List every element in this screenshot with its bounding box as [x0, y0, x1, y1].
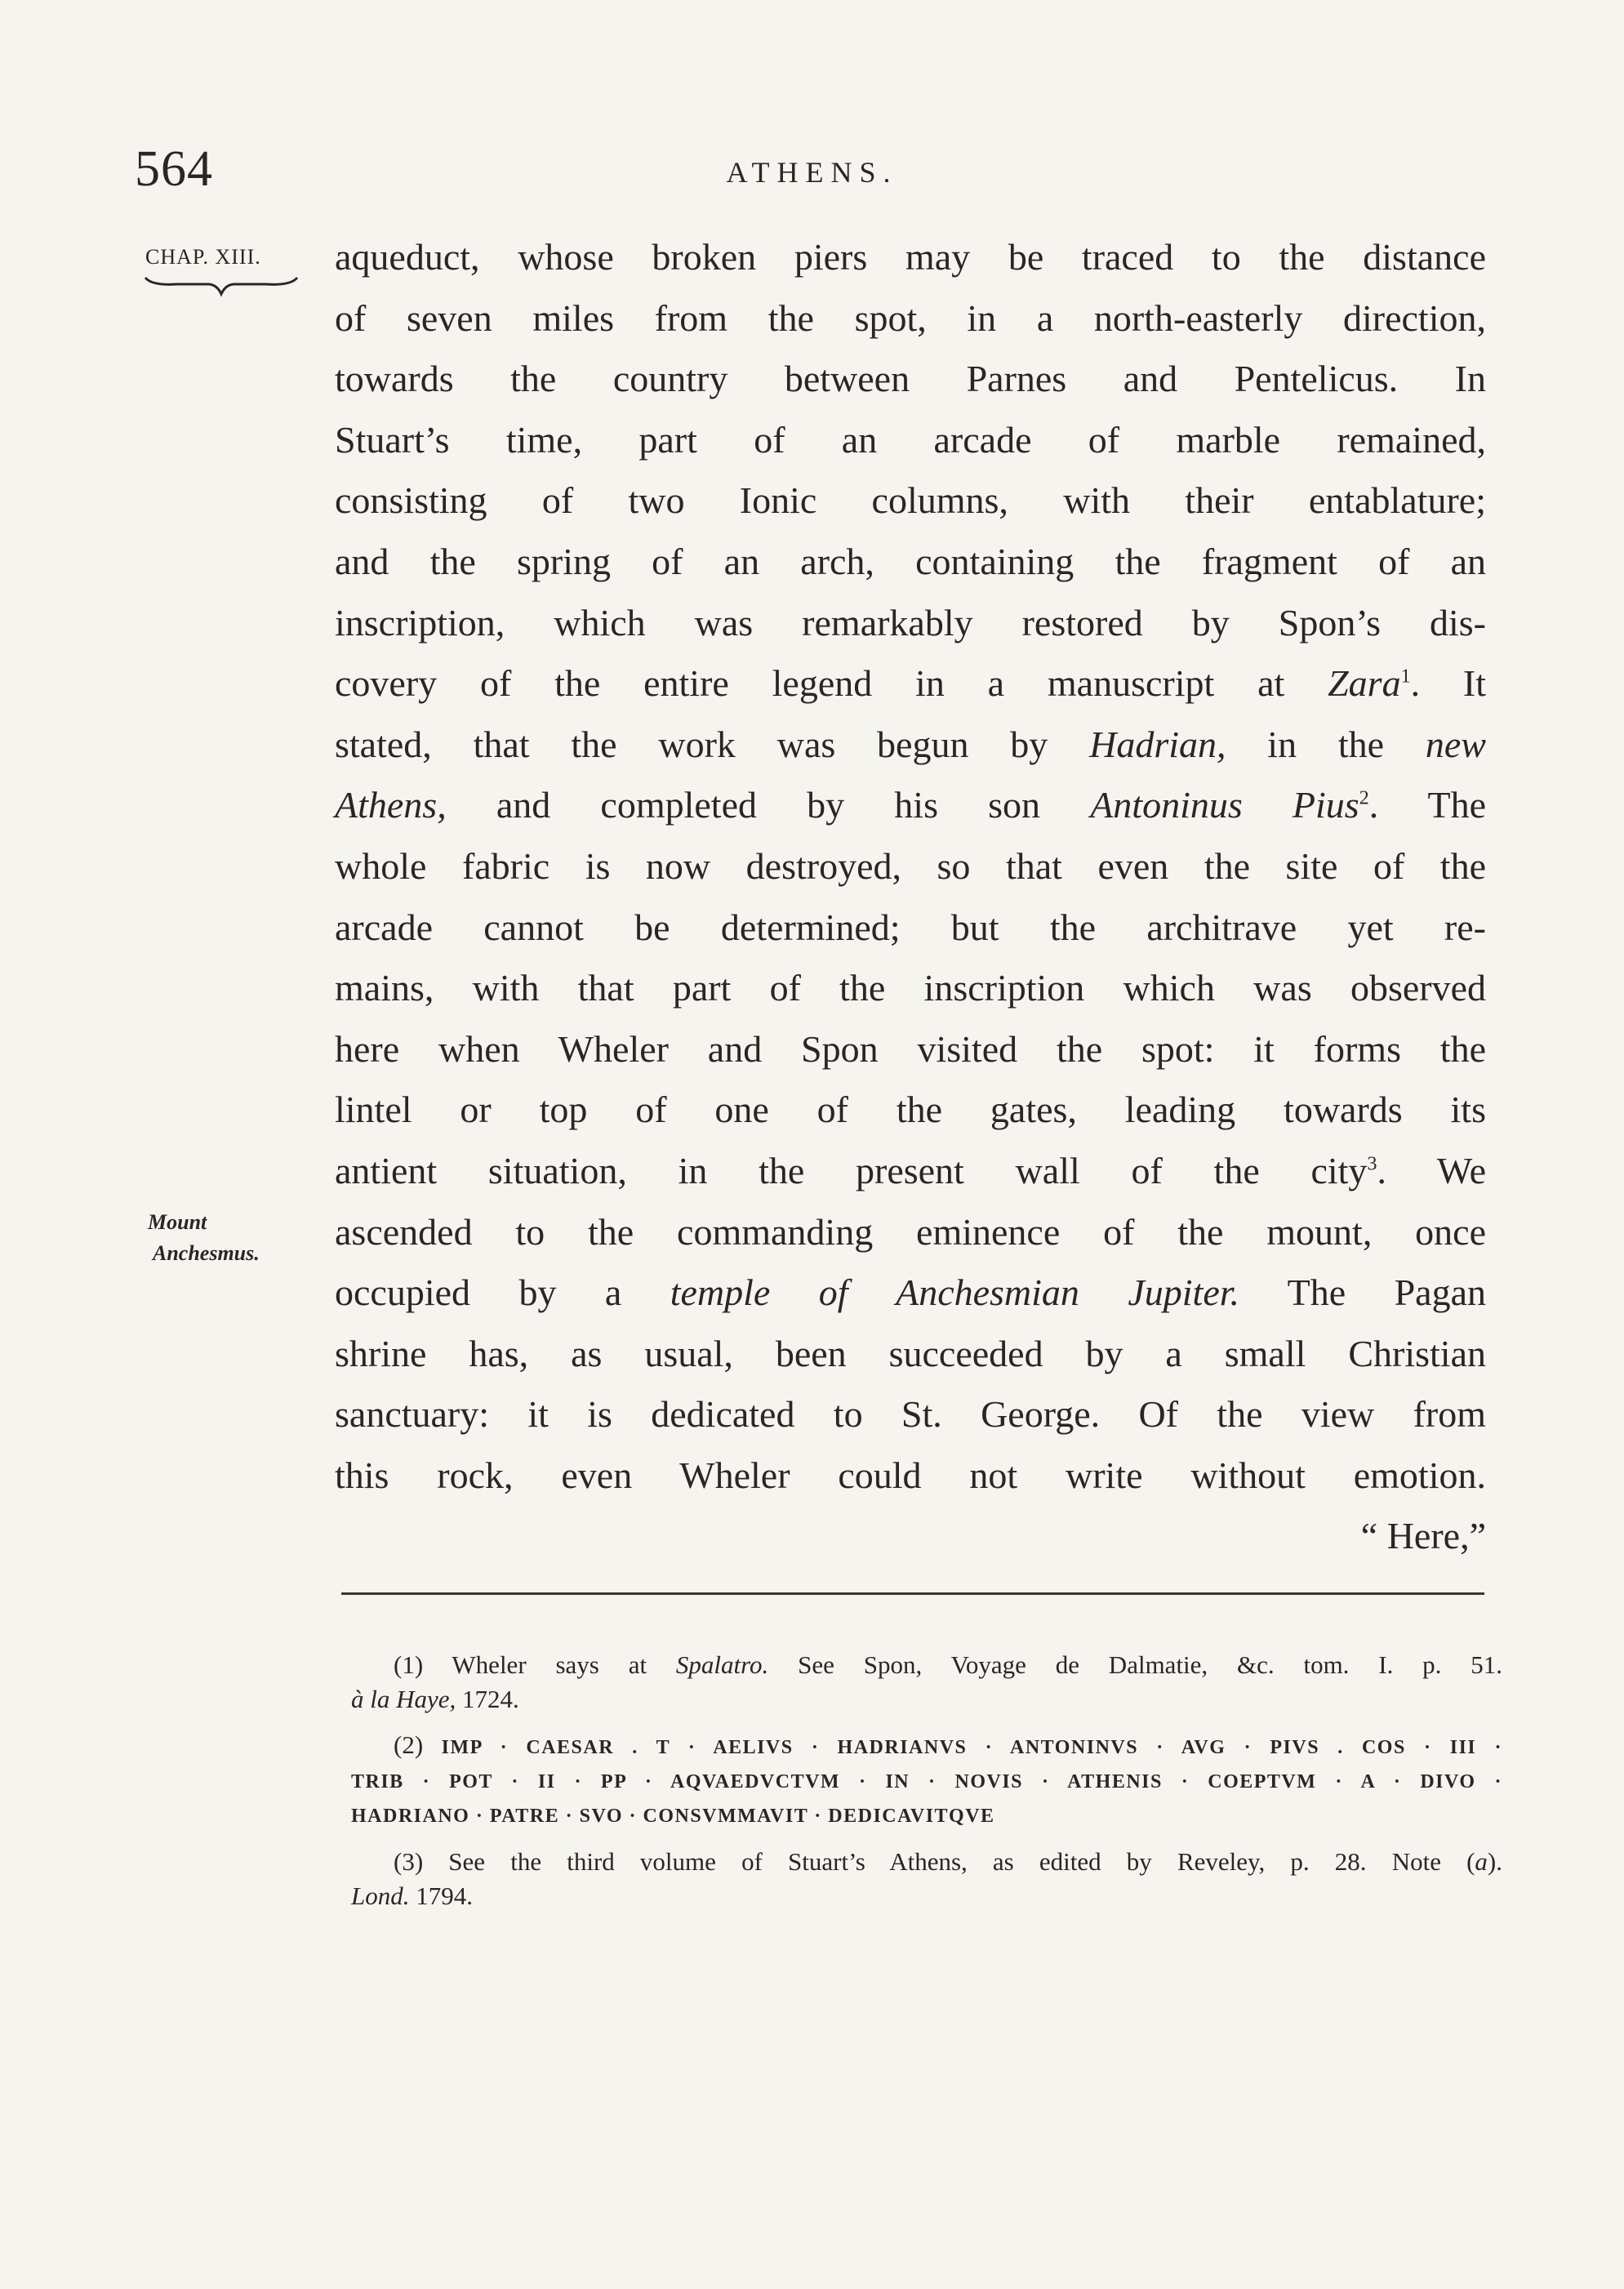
- italic-word: Zara: [1328, 662, 1401, 705]
- text-line: this rock, even Wheler could not write without emotion.: [335, 1454, 1486, 1496]
- text-line: aqueduct, whose broken piers may be traced to the distance: [335, 236, 1486, 278]
- italic-word: new: [1425, 723, 1486, 765]
- text-line: ascended to the commanding eminence of the mount, once: [335, 1210, 1486, 1253]
- italic-word: Athens,: [335, 784, 447, 826]
- catchword-line: “ Here,”: [1360, 1515, 1486, 1557]
- text-line: stated, that the work was begun by Hadrian, in the new: [335, 723, 1486, 765]
- text-line: and the spring of an arch, containing the fragment of an: [335, 540, 1486, 582]
- page-number: 564: [135, 141, 213, 197]
- text-line: shrine has, as usual, been succeeded by a small Christian: [335, 1332, 1486, 1374]
- running-head: ATHENS.: [726, 156, 898, 189]
- text-line: arcade cannot be determined; but the architrave yet re-: [335, 906, 1486, 948]
- text-line: mains, with that part of the inscription which was observed: [335, 967, 1486, 1009]
- footnote-1: (1) Wheler says at Spalatro. See Spon, Voyage de Dalmatie, &c. tom. I. p. 51. à la Haye, 1724.: [351, 1650, 1502, 1713]
- footnotes: [351, 1648, 1502, 1925]
- text-line: lintel or top of one of the gates, leading towards its: [335, 1089, 1486, 1131]
- footnote-ref: 2: [1359, 788, 1369, 810]
- italic-word: Antoninus Pius: [1090, 784, 1359, 826]
- brace-icon: [144, 274, 299, 299]
- italic-phrase: temple of Anchesmian Jupiter.: [670, 1271, 1240, 1314]
- text-line: consisting of two Ionic columns, with their entablature;: [335, 479, 1486, 522]
- margin-note-line2: Anchesmus.: [153, 1241, 260, 1265]
- text-line: whole fabric is now destroyed, so that even the site of the: [335, 844, 1486, 887]
- footnote-ref: 1: [1400, 666, 1411, 688]
- text-line: of seven miles from the spot, in a north-easterly direction,: [335, 296, 1486, 339]
- text-line: inscription, which was remarkably restored by Spon’s dis-: [335, 601, 1486, 644]
- margin-chapter-label: CHAP. XIII.: [145, 245, 261, 269]
- text-line: occupied by a temple of Anchesmian Jupiter. The Pagan: [335, 1271, 1486, 1314]
- text-line: sanctuary: it is dedicated to St. George. Of the view from: [335, 1393, 1486, 1436]
- text-line: covery of the entire legend in a manuscript at Zara$^1$. It: [335, 662, 1486, 705]
- text-line: antient situation, in the present wall of the city$^3$. We: [335, 1149, 1486, 1191]
- text-line: here when Wheler and Spon visited the spot: it forms the: [335, 1027, 1486, 1070]
- footnote-ref: 3: [1367, 1153, 1377, 1175]
- footnote-rule: [341, 1592, 1484, 1595]
- margin-note: [148, 1207, 260, 1269]
- body-text: [335, 227, 1486, 1567]
- margin-note-line1: Mount: [148, 1210, 207, 1234]
- text-line: Stuart’s time, part of an arcade of marble remained,: [335, 418, 1486, 461]
- text-line: towards the country between Parnes and Pentelicus. In: [335, 358, 1486, 400]
- footnote-3: (3) See the third volume of Stuart’s Athens, as edited by Reveley, p. 28. Note (a). Lond. 1794.: [351, 1847, 1502, 1910]
- italic-word: Hadrian,: [1089, 723, 1226, 765]
- text-line: Athens, and completed by his son Antoninus Pius$^2$. The: [335, 784, 1487, 826]
- footnote-2: (2) IMP · CAESAR . T · AELIVS · HADRIANVS · ANTONINVS · AVG · PIVS . COS · III · TRIB · POT · II · PP · AQVAEDVCTVM · IN · NOVIS · ATHENIS · COEPTVM · A · DIVO · HADRIANO · PATRE · SVO · CONSVMMAVIT · DEDICAVITQVE: [351, 1730, 1502, 1827]
